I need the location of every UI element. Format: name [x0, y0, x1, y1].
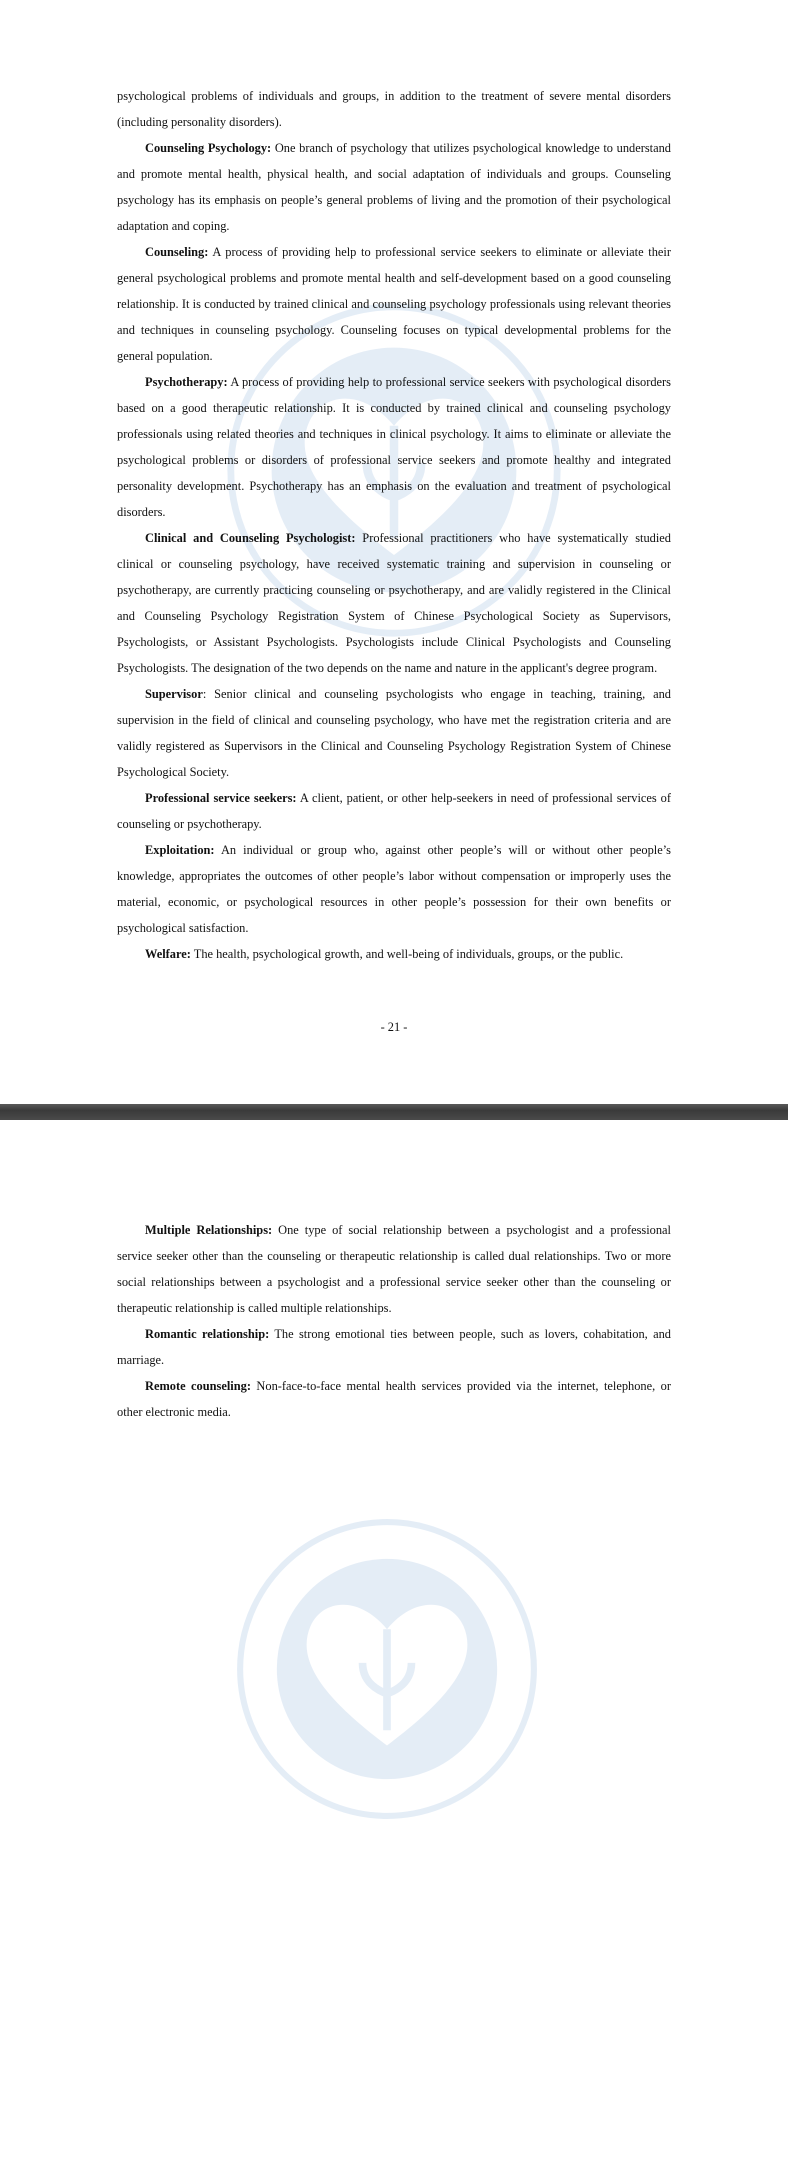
- definition-counseling: [117, 239, 671, 369]
- document-page-22: [0, 1120, 788, 2161]
- term-definition: One branch of psychology that utilizes psychological knowledge to understand and promote mental health, physical health, and social adaptation of individuals and groups. Counseling psychology has its emphasis on people’s general problems of living and the promotion of their psychological adaptation and coping.: [117, 141, 671, 233]
- page-separator: [0, 1104, 788, 1120]
- term-definition: Professional practitioners who have systematically studied clinical or counseling psychology, have received systematic training and supervision in counseling or psychotherapy, are currently practicing counseling or psychotherapy, and are validly registered in the Clinical and Counseling Psychology Registration System of Chinese Psychological Society as Supervisors, Psychologists, or Assistant Psychologists. Psychologists include Clinical Psychologists and Counseling Psychologists. The designation of the two depends on the name and nature in the applicant's degree program.: [117, 531, 671, 675]
- term-definition: A process of providing help to professional service seekers to eliminate or alleviate their general psychological problems and promote mental health and self-development based on a good counseling relationship. It is conducted by trained clinical and counseling psychology professionals using relevant theories and techniques in counseling psychology. Counseling focuses on typical developmental problems for the general population.: [117, 245, 671, 363]
- term-definition: One type of social relationship between a psychologist and a professional service seeker other than the counseling or therapeutic relationship is called dual relationships. Two or more social relationships between a psychologist and a professional service seeker other than the counseling or therapeutic relationship is called multiple relationships.: [117, 1223, 671, 1315]
- term-label: Counseling:: [145, 245, 209, 259]
- definition-counseling-psychology: [117, 135, 671, 239]
- term-label: Clinical and Counseling Psychologist:: [145, 531, 356, 545]
- definition-professional-service-seekers: [117, 785, 671, 837]
- term-label: Supervisor: [145, 687, 203, 701]
- term-definition: A client, patient, or other help-seekers in need of professional services of counseling or psychotherapy.: [117, 791, 671, 831]
- crcps-watermark-logo: [234, 1516, 540, 1822]
- definitions-text: [117, 1217, 671, 1425]
- term-definition: The strong emotional ties between people, such as lovers, cohabitation, and marriage.: [117, 1327, 671, 1367]
- definition-psychotherapy: [117, 369, 671, 525]
- term-label: Welfare:: [145, 947, 191, 961]
- term-label: Counseling Psychology:: [145, 141, 272, 155]
- definition-multiple-relationships: [117, 1217, 671, 1321]
- term-definition: Non-face-to-face mental health services provided via the internet, telephone, or other electronic media.: [117, 1379, 672, 1419]
- term-definition: : Senior clinical and counseling psychologists who engage in teaching, training, and supervision in the field of clinical and counseling psychology, who have met the registration criteria and are validly registered as Supervisors in the Clinical and Counseling Psychology Registration System of Chinese Psychological Society.: [117, 687, 671, 779]
- definition-supervisor: [117, 681, 671, 785]
- definition-romantic-relationship: [117, 1321, 671, 1373]
- paragraph-continuation: psychological problems of individuals and groups, in addition to the treatment of severe mental disorders (including personality disorders).: [117, 89, 671, 129]
- definition-clinical-counseling-psychologist: [117, 525, 671, 681]
- definitions-text: [117, 83, 671, 967]
- term-label: Psychotherapy:: [145, 375, 228, 389]
- term-label: Multiple Relationships:: [145, 1223, 273, 1237]
- term-definition: The health, psychological growth, and well-being of individuals, groups, or the public.: [190, 947, 624, 961]
- definition-welfare: [117, 941, 671, 967]
- term-label: Remote counseling:: [145, 1379, 251, 1393]
- term-label: Romantic relationship:: [145, 1327, 270, 1341]
- term-label: Professional service seekers:: [145, 791, 297, 805]
- page-number: - 21 -: [380, 1020, 408, 1034]
- term-definition: An individual or group who, against other people’s will or without other people’s knowledge, appropriates the outcomes of other people’s labor without compensation or improperly uses the material, economic, or psychological resources in other people’s possession for their own benefits or psychological satisfaction.: [117, 843, 671, 935]
- term-label: Exploitation:: [145, 843, 215, 857]
- definition-remote-counseling: [117, 1373, 671, 1425]
- definition-exploitation: [117, 837, 671, 941]
- crcps-logo-icon: [234, 1516, 540, 1822]
- term-definition: A process of providing help to professional service seekers with psychological disorders based on a good therapeutic relationship. It is conducted by trained clinical and counseling psychology professionals using related theories and techniques in clinical psychology. It aims to eliminate or alleviate the psychological problems or disorders of professional service seekers and promote healthy and integrated personality development. Psychotherapy has an emphasis on the evaluation and treatment of psychological disorders.: [117, 375, 671, 519]
